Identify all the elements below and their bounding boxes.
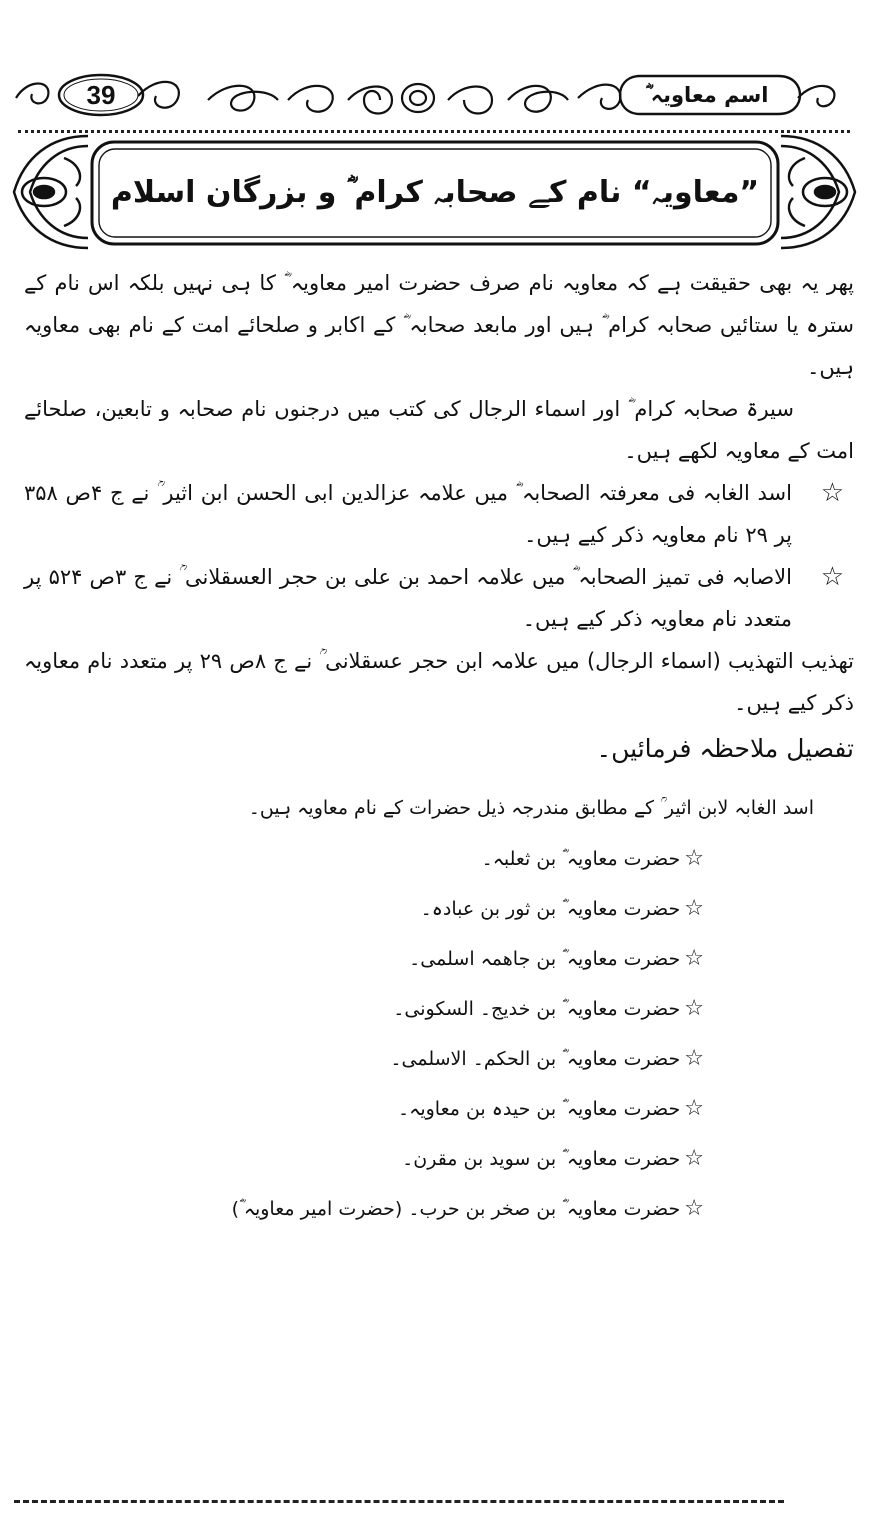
running-title: اسم معاویہ ؓ (645, 83, 769, 107)
list-item (24, 934, 704, 984)
paragraph-tahdhib: تھذیب التھذیب (اسماء الرجال) میں علامہ ابن حجر عسقلانی ؒ نے ج ۸ص ۲۹ پر متعدد نام معاویہ ذکر کیے ہیں۔ (24, 649, 854, 715)
list-item-text: حضرت معاویہ ؓ بن الحکم۔ الاسلمی۔ (390, 1048, 681, 1070)
list-item (24, 1084, 704, 1134)
chapter-title-frame (0, 128, 869, 258)
list-item (24, 984, 704, 1034)
list-item (24, 834, 704, 884)
source-text: اسد الغابہ فی معرفتہ الصحابہ ؓ میں علامہ عزالدین ابی الحسن ابن اثیر ؒ نے ج ۴ص ۳۵۸ پر ۲۹ نام معاویہ ذکر کیے ہیں۔ (24, 481, 792, 547)
page-number: 39 (86, 80, 116, 110)
star-icon: ☆ (684, 1096, 704, 1121)
star-icon: ☆ (820, 562, 844, 592)
list-item-text: حضرت معاویہ ؓ بن حیدہ بن معاویہ۔ (398, 1098, 681, 1120)
body-text (24, 262, 854, 1234)
source-text: الاصابہ فی تمیز الصحابہ ؓ میں علامہ احمد بن علی بن حجر العسقلانی ؒ نے ج ۳ص ۵۲۴ پر متعدد نام معاویہ ذکر کیے ہیں۔ (24, 565, 792, 631)
running-header (8, 60, 848, 130)
section-subheading: تفصیل ملاحظہ فرمائیں۔ (596, 734, 854, 763)
list-item-text: حضرت معاویہ ؓ بن ثعلبہ۔ (481, 848, 681, 870)
star-icon: ☆ (684, 996, 704, 1021)
list-item (24, 1134, 704, 1184)
star-icon: ☆ (684, 896, 704, 921)
paragraph-intro: پھر یہ بھی حقیقت ہے کہ معاویہ نام صرف حضرت امیر معاویہ ؓ کا ہی نہیں بلکہ اس نام کے سترہ یا ستائیں صحابہ کرام ؓ ہیں اور مابعد صحابہ ؓ کے اکابر و صلحائے امت کے نام بھی معاویہ ہیں۔ (24, 271, 854, 379)
paragraph-sources: سیرۃ صحابہ کرام ؓ اور اسماء الرجال کی کتب میں درجنوں نام صحابہ و تابعین، صلحائے امت کے معاویہ لکھے ہیں۔ (24, 397, 854, 463)
list-item-text: حضرت معاویہ ؓ بن جاھمہ اسلمی۔ (409, 948, 681, 970)
list-item (24, 1184, 704, 1234)
list-item-text: حضرت معاویہ ؓ بن خدیج۔ السکونی۔ (393, 998, 681, 1020)
list-item-text: حضرت معاویہ ؓ بن سوید بن مقرن۔ (402, 1148, 681, 1170)
list-item (24, 884, 704, 934)
list-item-text: حضرت معاویہ ؓ بن ثور بن عبادہ۔ (420, 898, 681, 920)
star-icon: ☆ (820, 478, 844, 508)
footer-divider (14, 1500, 784, 1503)
star-icon: ☆ (684, 846, 704, 871)
source-item-usd-al-ghaba (24, 472, 854, 556)
list-intro: اسد الغابہ لابن اثیر ؒ کے مطابق مندرجہ ذیل حضرات کے نام معاویہ ہیں۔ (248, 797, 814, 819)
list-item-text: حضرت معاویہ ؓ بن صخر بن حرب۔ (حضرت امیر معاویہ ؓ) (231, 1198, 681, 1220)
star-icon: ☆ (684, 1046, 704, 1071)
source-item-al-isaba (24, 556, 854, 640)
list-item (24, 1034, 704, 1084)
chapter-title: ”معاویہ“ نام کے صحابہ کرام ؓ و بزرگان اسلام (110, 175, 760, 210)
star-icon: ☆ (684, 1146, 704, 1171)
names-list (24, 834, 854, 1234)
star-icon: ☆ (684, 1196, 704, 1221)
star-icon: ☆ (684, 946, 704, 971)
